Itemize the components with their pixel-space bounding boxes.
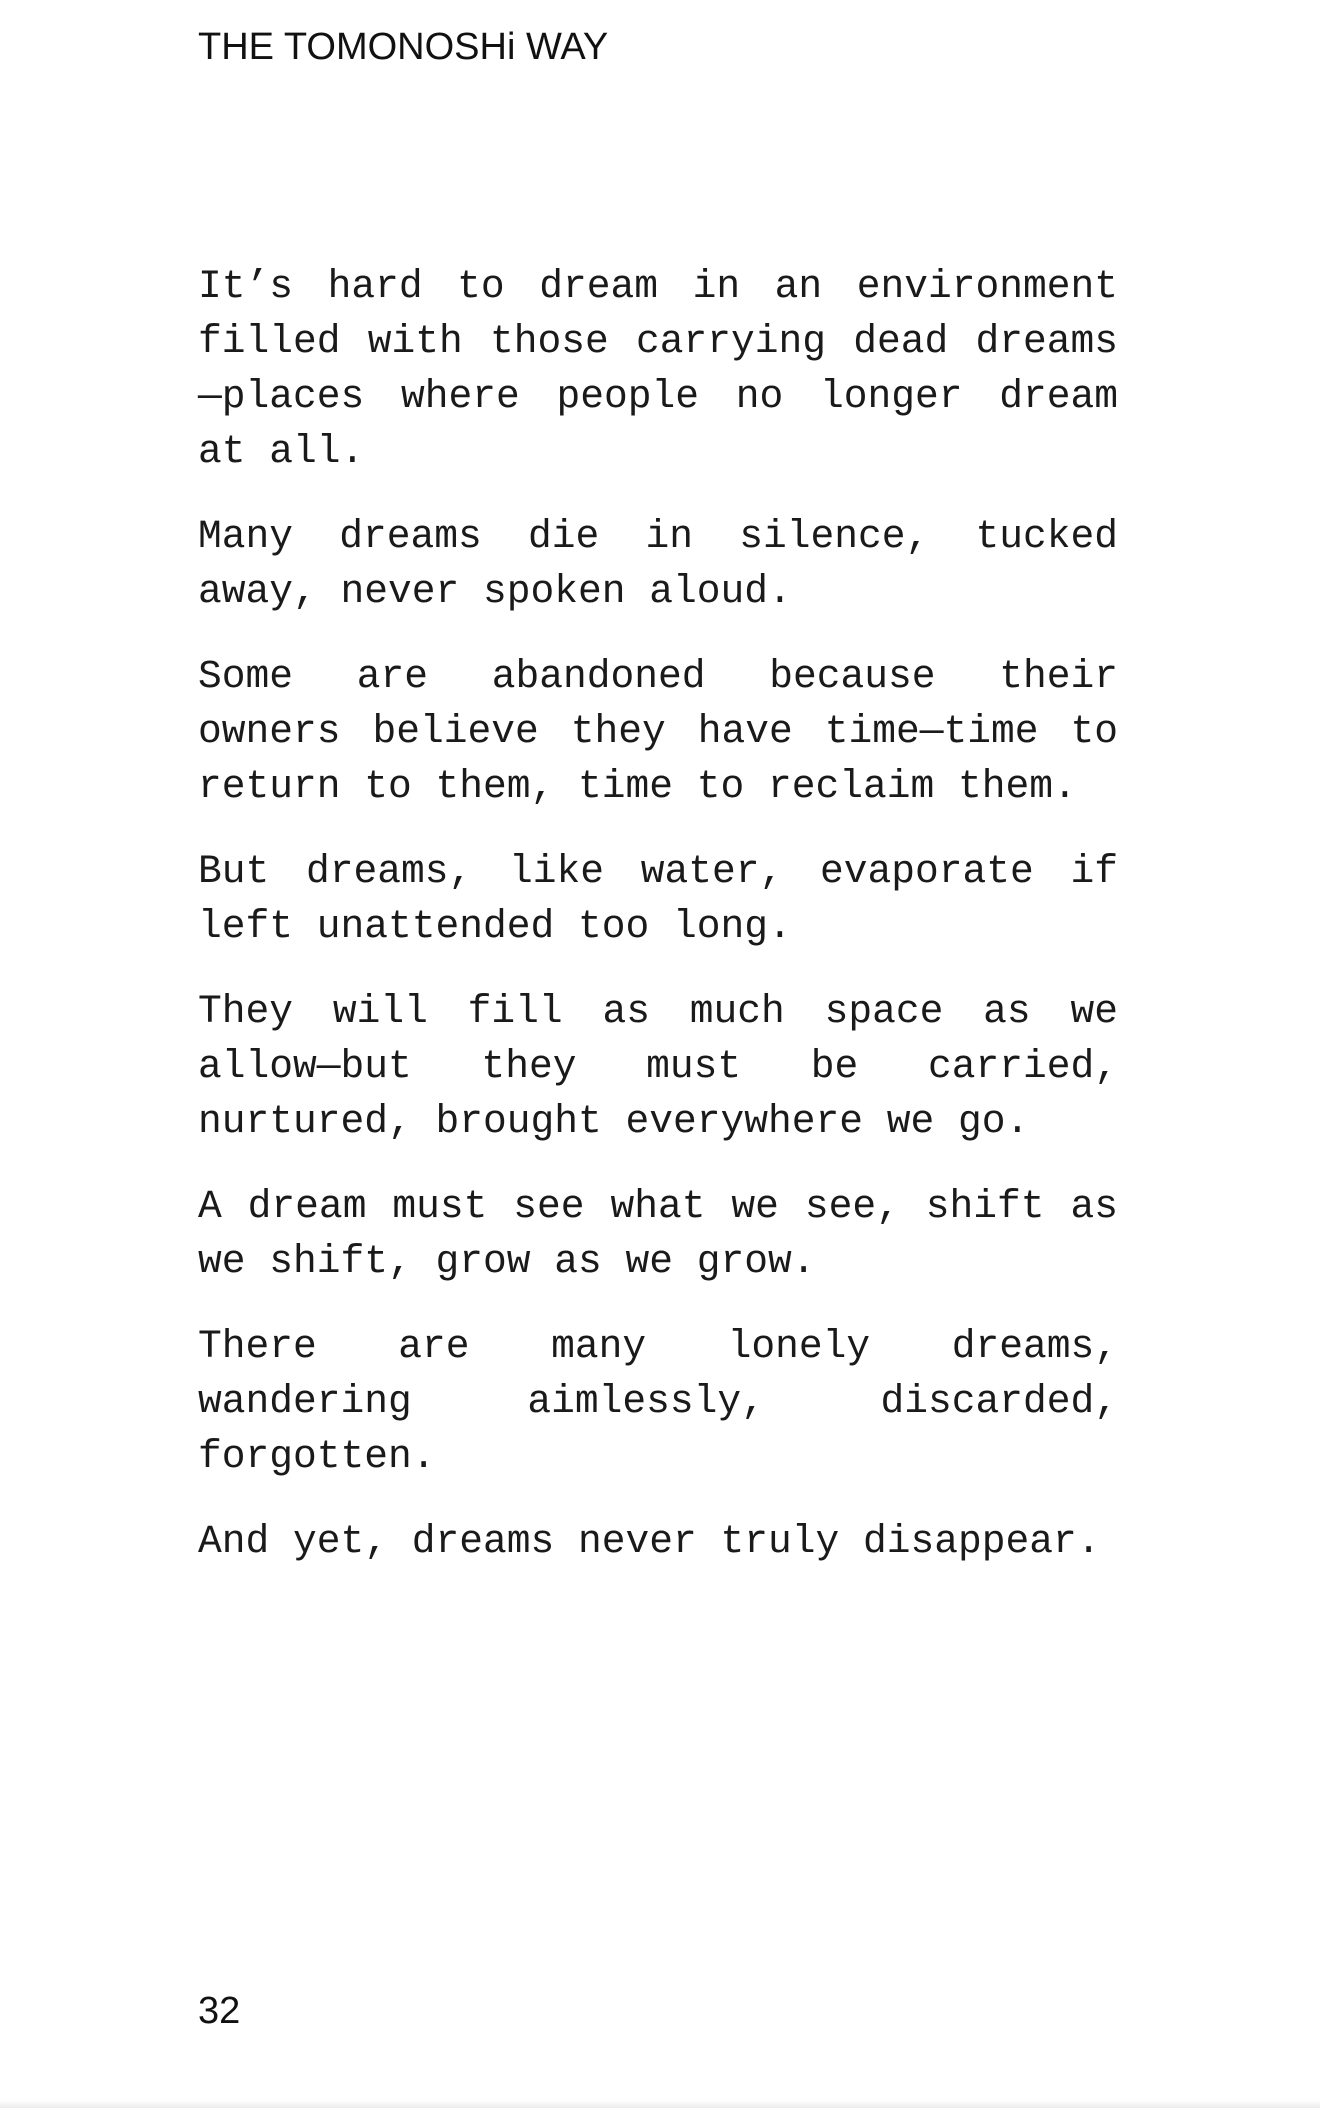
page-number: 32 [198,1990,241,2032]
running-header: THE TOMONOSHi WAY [198,26,609,68]
body-text [198,259,1118,1599]
paragraph: There are many lonely dreams, wandering aimlessly, discarded, forgotten. [198,1324,1118,1479]
paragraph: But dreams, like water, evaporate if left unattended too long. [198,849,1118,949]
paragraph: A dream must see what we see, shift as we shift, grow as we grow. [198,1184,1118,1284]
page-bottom-edge [0,2100,1320,2108]
paragraph: They will fill as much space as we allow—but they must be carried, nurtured, brought everywhere we go. [198,989,1118,1144]
paragraph: And yet, dreams never truly disappear. [198,1519,1101,1564]
paragraph: It’s hard to dream in an environment filled with those carrying dead dreams—places where people no longer dream at all. [198,264,1118,474]
paragraph: Some are abandoned because their owners believe they have time—time to return to them, time to reclaim them. [198,654,1118,809]
paragraph: Many dreams die in silence, tucked away, never spoken aloud. [198,514,1118,614]
